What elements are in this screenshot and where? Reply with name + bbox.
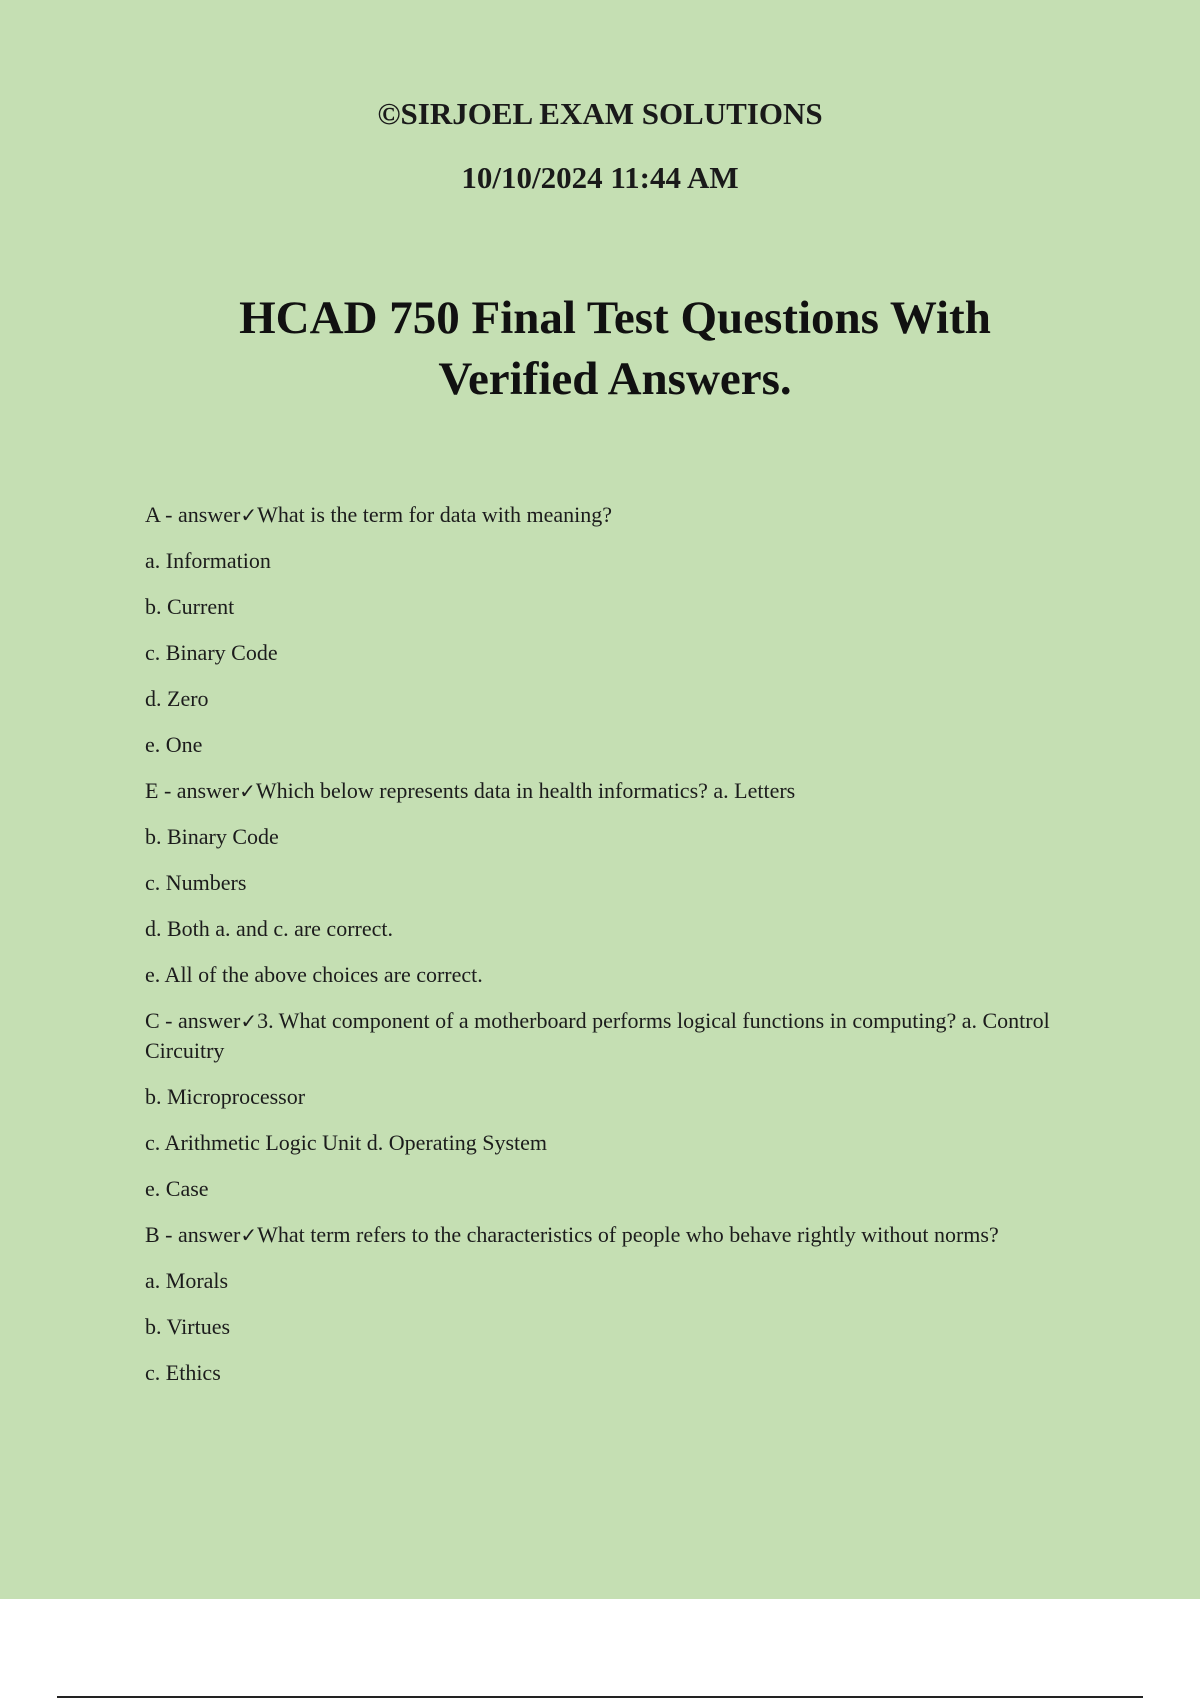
question-text: Which below represents data in health informatics? a. Letters [255, 778, 796, 803]
option: e. Case [145, 1176, 209, 1201]
timestamp: 10/10/2024 11:44 AM [461, 160, 739, 195]
option: b. Binary Code [145, 824, 279, 849]
question-1 [145, 500, 1095, 530]
answer-prefix: A - answer [145, 502, 241, 527]
option: c. Ethics [145, 1360, 221, 1385]
title-line-1: HCAD 750 Final Test Questions With [239, 292, 991, 344]
option: e. One [145, 732, 203, 757]
answer-prefix: E - answer [145, 778, 240, 803]
document-title [150, 288, 1080, 410]
option: a. Information [145, 548, 271, 573]
question-list [145, 500, 1095, 1388]
option: a. Morals [145, 1268, 229, 1293]
answer-prefix: B - answer [145, 1222, 241, 1247]
option: c. Numbers [145, 870, 247, 895]
footer-divider [57, 1696, 1143, 1698]
option: c. Binary Code [145, 640, 278, 665]
checkmark-icon: ✓ [240, 503, 258, 527]
question-2 [145, 776, 1095, 806]
checkmark-icon: ✓ [240, 1223, 258, 1247]
option: d. Zero [145, 686, 209, 711]
option: b. Virtues [145, 1314, 231, 1339]
option: c. Arithmetic Logic Unit d. Operating System [145, 1130, 548, 1155]
option: b. Microprocessor [145, 1084, 306, 1109]
question-text: 3. What component of a motherboard performs logical functions in computing? a. Control Circuitry [145, 1008, 1050, 1063]
checkmark-icon: ✓ [239, 779, 256, 803]
question-3 [145, 1006, 1095, 1066]
brand-header: ©SIRJOEL EXAM SOLUTIONS [377, 96, 823, 131]
question-text: What term refers to the characteristics of people who behave rightly without norms? [257, 1222, 999, 1247]
checkmark-icon: ✓ [240, 1009, 258, 1033]
answer-prefix: C - answer [145, 1008, 241, 1033]
option: e. All of the above choices are correct. [145, 962, 483, 987]
option: d. Both a. and c. are correct. [145, 916, 393, 941]
question-text: What is the term for data with meaning? [257, 502, 613, 527]
option: b. Current [145, 594, 235, 619]
question-4 [145, 1220, 1095, 1250]
title-line-2: Verified Answers. [438, 353, 792, 405]
